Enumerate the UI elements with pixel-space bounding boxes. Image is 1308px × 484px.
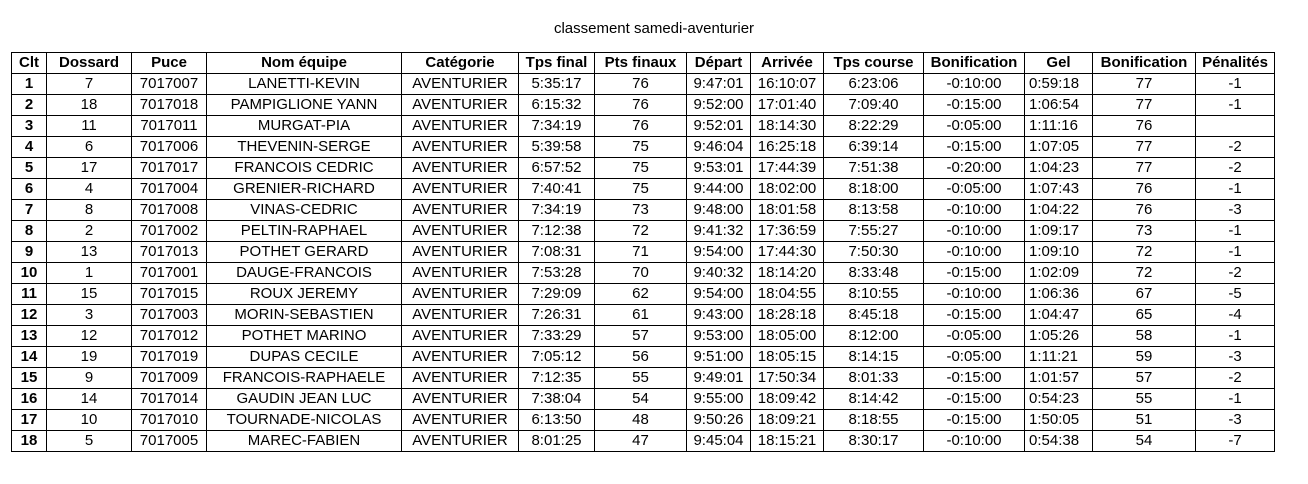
col-categorie-cell: AVENTURIER [402,389,519,410]
col-pts-finaux-cell: 75 [595,179,687,200]
col-bonification-points-cell: 65 [1093,305,1196,326]
col-puce-cell: 7017009 [132,368,207,389]
col-dossard-cell: 13 [47,242,132,263]
col-categorie-header: Catégorie [402,53,519,74]
col-tps-course-cell: 8:18:55 [824,410,924,431]
col-categorie-cell: AVENTURIER [402,284,519,305]
col-arrivee-cell: 17:44:39 [751,158,824,179]
col-categorie-cell: AVENTURIER [402,263,519,284]
col-nom-equipe-cell: DUPAS CECILE [207,347,402,368]
col-pts-finaux-cell: 70 [595,263,687,284]
col-arrivee-cell: 17:44:30 [751,242,824,263]
col-puce-cell: 7017012 [132,326,207,347]
col-depart-cell: 9:55:00 [687,389,751,410]
col-puce-cell: 7017019 [132,347,207,368]
col-tps-course-cell: 8:18:00 [824,179,924,200]
col-penalites-cell: -7 [1196,431,1275,452]
col-dossard-cell: 1 [47,263,132,284]
col-nom-equipe-cell: PELTIN-RAPHAEL [207,221,402,242]
col-bonification-header: Bonification [924,53,1025,74]
table-body [12,74,1275,452]
col-bonification-cell: -0:05:00 [924,347,1025,368]
col-depart-cell: 9:52:01 [687,116,751,137]
col-categorie-cell: AVENTURIER [402,116,519,137]
col-dossard-cell: 8 [47,200,132,221]
col-depart-cell: 9:54:00 [687,284,751,305]
col-puce-cell: 7017007 [132,74,207,95]
col-arrivee-cell: 18:09:42 [751,389,824,410]
col-categorie-cell: AVENTURIER [402,74,519,95]
col-penalites-cell: -2 [1196,158,1275,179]
col-categorie-cell: AVENTURIER [402,431,519,452]
col-dossard-header: Dossard [47,53,132,74]
col-gel-cell: 1:09:10 [1025,242,1093,263]
col-bonification-cell: -0:05:00 [924,326,1025,347]
table-row [12,137,1275,158]
col-clt-cell: 1 [12,74,47,95]
col-gel-header: Gel [1025,53,1093,74]
col-depart-cell: 9:41:32 [687,221,751,242]
col-arrivee-cell: 17:36:59 [751,221,824,242]
col-bonification-points-cell: 77 [1093,137,1196,158]
table-row [12,95,1275,116]
col-pts-finaux-cell: 73 [595,200,687,221]
col-tps-course-cell: 6:23:06 [824,74,924,95]
col-nom-equipe-cell: GAUDIN JEAN LUC [207,389,402,410]
col-tps-course-cell: 7:50:30 [824,242,924,263]
col-gel-cell: 1:07:05 [1025,137,1093,158]
col-penalites-cell: -2 [1196,263,1275,284]
col-clt-cell: 11 [12,284,47,305]
col-clt-cell: 12 [12,305,47,326]
col-gel-cell: 1:04:23 [1025,158,1093,179]
col-dossard-cell: 9 [47,368,132,389]
col-clt-cell: 17 [12,410,47,431]
col-gel-cell: 0:54:23 [1025,389,1093,410]
table-row [12,221,1275,242]
col-pts-finaux-cell: 56 [595,347,687,368]
col-pts-finaux-cell: 75 [595,158,687,179]
table-row [12,284,1275,305]
page-title: classement samedi-aventurier [553,20,755,37]
col-dossard-cell: 14 [47,389,132,410]
table-row [12,242,1275,263]
col-nom-equipe-cell: LANETTI-KEVIN [207,74,402,95]
col-bonification-cell: -0:15:00 [924,263,1025,284]
col-arrivee-cell: 18:14:30 [751,116,824,137]
col-nom-equipe-cell: POTHET GERARD [207,242,402,263]
col-tps-course-cell: 7:55:27 [824,221,924,242]
col-gel-cell: 0:54:38 [1025,431,1093,452]
col-tps-final-cell: 7:12:35 [519,368,595,389]
col-gel-cell: 1:06:36 [1025,284,1093,305]
col-penalites-cell: -2 [1196,137,1275,158]
table-row [12,326,1275,347]
col-tps-course-cell: 8:12:00 [824,326,924,347]
col-categorie-cell: AVENTURIER [402,410,519,431]
col-penalites-cell: -2 [1196,368,1275,389]
col-puce-cell: 7017003 [132,305,207,326]
col-bonification-points-cell: 57 [1093,368,1196,389]
col-depart-cell: 9:53:01 [687,158,751,179]
col-bonification-cell: -0:15:00 [924,389,1025,410]
col-puce-cell: 7017014 [132,389,207,410]
col-dossard-cell: 11 [47,116,132,137]
col-bonification-points-cell: 58 [1093,326,1196,347]
col-categorie-cell: AVENTURIER [402,137,519,158]
col-dossard-cell: 5 [47,431,132,452]
col-bonification-cell: -0:15:00 [924,410,1025,431]
col-depart-cell: 9:51:00 [687,347,751,368]
col-nom-equipe-cell: GRENIER-RICHARD [207,179,402,200]
col-puce-cell: 7017004 [132,179,207,200]
col-arrivee-header: Arrivée [751,53,824,74]
col-arrivee-cell: 16:25:18 [751,137,824,158]
col-bonification-cell: -0:15:00 [924,137,1025,158]
col-tps-course-cell: 8:45:18 [824,305,924,326]
col-tps-final-cell: 6:13:50 [519,410,595,431]
col-arrivee-cell: 18:28:18 [751,305,824,326]
col-nom-equipe-cell: FRANCOIS CEDRIC [207,158,402,179]
col-categorie-cell: AVENTURIER [402,305,519,326]
col-depart-cell: 9:43:00 [687,305,751,326]
col-categorie-cell: AVENTURIER [402,326,519,347]
col-bonification-points-cell: 76 [1093,116,1196,137]
col-penalites-cell: -3 [1196,347,1275,368]
col-puce-cell: 7017001 [132,263,207,284]
col-tps-final-header: Tps final [519,53,595,74]
col-puce-cell: 7017002 [132,221,207,242]
col-dossard-cell: 18 [47,95,132,116]
col-bonification-cell: -0:20:00 [924,158,1025,179]
col-pts-finaux-cell: 47 [595,431,687,452]
col-depart-cell: 9:54:00 [687,242,751,263]
col-penalites-cell: -1 [1196,95,1275,116]
col-pts-finaux-cell: 76 [595,74,687,95]
col-arrivee-cell: 18:01:58 [751,200,824,221]
table-row [12,116,1275,137]
col-tps-course-header: Tps course [824,53,924,74]
col-tps-final-cell: 7:08:31 [519,242,595,263]
col-gel-cell: 1:11:21 [1025,347,1093,368]
col-dossard-cell: 19 [47,347,132,368]
col-pts-finaux-cell: 62 [595,284,687,305]
col-bonification-points-cell: 54 [1093,431,1196,452]
col-tps-final-cell: 7:34:19 [519,200,595,221]
table-row [12,305,1275,326]
col-puce-cell: 7017013 [132,242,207,263]
col-tps-course-cell: 8:14:15 [824,347,924,368]
col-tps-final-cell: 5:35:17 [519,74,595,95]
col-bonification-points-cell: 76 [1093,200,1196,221]
col-tps-final-cell: 7:34:19 [519,116,595,137]
col-dossard-cell: 7 [47,74,132,95]
col-bonification-cell: -0:10:00 [924,284,1025,305]
col-clt-cell: 16 [12,389,47,410]
col-pts-finaux-cell: 54 [595,389,687,410]
col-tps-final-cell: 5:39:58 [519,137,595,158]
table-row [12,74,1275,95]
col-pts-finaux-cell: 76 [595,95,687,116]
col-bonification-cell: -0:10:00 [924,242,1025,263]
col-tps-final-cell: 7:53:28 [519,263,595,284]
col-tps-course-cell: 8:14:42 [824,389,924,410]
col-tps-course-cell: 7:51:38 [824,158,924,179]
col-clt-cell: 15 [12,368,47,389]
col-bonification-points-cell: 73 [1093,221,1196,242]
col-bonification-points-cell: 77 [1093,158,1196,179]
col-bonification-points-cell: 55 [1093,389,1196,410]
col-nom-equipe-cell: DAUGE-FRANCOIS [207,263,402,284]
col-dossard-cell: 17 [47,158,132,179]
col-gel-cell: 1:06:54 [1025,95,1093,116]
col-gel-cell: 1:09:17 [1025,221,1093,242]
col-clt-cell: 9 [12,242,47,263]
table-row [12,158,1275,179]
col-nom-equipe-cell: TOURNADE-NICOLAS [207,410,402,431]
col-clt-cell: 14 [12,347,47,368]
col-nom-equipe-cell: PAMPIGLIONE YANN [207,95,402,116]
col-penalites-cell: -1 [1196,242,1275,263]
table-row [12,410,1275,431]
col-gel-cell: 0:59:18 [1025,74,1093,95]
col-arrivee-cell: 18:14:20 [751,263,824,284]
col-tps-course-cell: 8:10:55 [824,284,924,305]
col-pts-finaux-cell: 76 [595,116,687,137]
col-dossard-cell: 6 [47,137,132,158]
col-puce-cell: 7017010 [132,410,207,431]
col-arrivee-cell: 18:15:21 [751,431,824,452]
col-puce-header: Puce [132,53,207,74]
col-gel-cell: 1:07:43 [1025,179,1093,200]
col-tps-course-cell: 8:01:33 [824,368,924,389]
col-bonification-points-cell: 59 [1093,347,1196,368]
col-pts-finaux-cell: 61 [595,305,687,326]
col-tps-final-cell: 7:38:04 [519,389,595,410]
col-depart-cell: 9:47:01 [687,74,751,95]
col-arrivee-cell: 17:01:40 [751,95,824,116]
col-nom-equipe-cell: MAREC-FABIEN [207,431,402,452]
col-bonification-points-cell: 77 [1093,74,1196,95]
col-clt-cell: 4 [12,137,47,158]
col-arrivee-cell: 18:09:21 [751,410,824,431]
col-dossard-cell: 10 [47,410,132,431]
col-gel-cell: 1:50:05 [1025,410,1093,431]
col-tps-course-cell: 8:13:58 [824,200,924,221]
col-bonification-points-header: Bonification [1093,53,1196,74]
col-dossard-cell: 4 [47,179,132,200]
col-arrivee-cell: 18:05:00 [751,326,824,347]
col-tps-course-cell: 8:30:17 [824,431,924,452]
col-bonification-cell: -0:10:00 [924,200,1025,221]
col-penalites-cell: -3 [1196,200,1275,221]
col-bonification-points-cell: 72 [1093,242,1196,263]
col-depart-cell: 9:46:04 [687,137,751,158]
col-bonification-cell: -0:15:00 [924,95,1025,116]
col-depart-cell: 9:44:00 [687,179,751,200]
col-depart-cell: 9:49:01 [687,368,751,389]
col-tps-final-cell: 8:01:25 [519,431,595,452]
col-depart-cell: 9:45:04 [687,431,751,452]
col-tps-course-cell: 8:22:29 [824,116,924,137]
col-nom-equipe-cell: THEVENIN-SERGE [207,137,402,158]
table-row [12,368,1275,389]
col-tps-final-cell: 7:29:09 [519,284,595,305]
col-tps-course-cell: 6:39:14 [824,137,924,158]
col-bonification-cell: -0:15:00 [924,305,1025,326]
col-puce-cell: 7017008 [132,200,207,221]
col-gel-cell: 1:11:16 [1025,116,1093,137]
col-categorie-cell: AVENTURIER [402,347,519,368]
col-puce-cell: 7017005 [132,431,207,452]
table-row [12,389,1275,410]
col-puce-cell: 7017017 [132,158,207,179]
col-nom-equipe-cell: MORIN-SEBASTIEN [207,305,402,326]
col-pts-finaux-header: Pts finaux [595,53,687,74]
col-gel-cell: 1:02:09 [1025,263,1093,284]
col-puce-cell: 7017018 [132,95,207,116]
col-depart-cell: 9:52:00 [687,95,751,116]
col-nom-equipe-cell: FRANCOIS-RAPHAELE [207,368,402,389]
col-dossard-cell: 15 [47,284,132,305]
col-bonification-cell: -0:10:00 [924,221,1025,242]
table-row [12,431,1275,452]
col-categorie-cell: AVENTURIER [402,158,519,179]
col-tps-course-cell: 8:33:48 [824,263,924,284]
col-nom-equipe-cell: POTHET MARINO [207,326,402,347]
results-table [11,52,1275,452]
col-gel-cell: 1:05:26 [1025,326,1093,347]
col-gel-cell: 1:04:22 [1025,200,1093,221]
col-categorie-cell: AVENTURIER [402,368,519,389]
col-penalites-cell: -1 [1196,179,1275,200]
col-depart-header: Départ [687,53,751,74]
col-clt-cell: 8 [12,221,47,242]
col-bonification-points-cell: 77 [1093,95,1196,116]
col-penalites-cell: -5 [1196,284,1275,305]
col-tps-course-cell: 7:09:40 [824,95,924,116]
col-penalites-cell: -3 [1196,410,1275,431]
col-penalites-cell: -1 [1196,326,1275,347]
col-categorie-cell: AVENTURIER [402,95,519,116]
col-nom-equipe-cell: MURGAT-PIA [207,116,402,137]
col-tps-final-cell: 6:15:32 [519,95,595,116]
col-puce-cell: 7017006 [132,137,207,158]
col-bonification-points-cell: 72 [1093,263,1196,284]
col-arrivee-cell: 17:50:34 [751,368,824,389]
col-clt-cell: 3 [12,116,47,137]
col-bonification-points-cell: 51 [1093,410,1196,431]
table-row [12,179,1275,200]
col-clt-cell: 2 [12,95,47,116]
col-arrivee-cell: 16:10:07 [751,74,824,95]
col-categorie-cell: AVENTURIER [402,179,519,200]
col-tps-final-cell: 7:40:41 [519,179,595,200]
col-arrivee-cell: 18:04:55 [751,284,824,305]
col-pts-finaux-cell: 75 [595,137,687,158]
col-depart-cell: 9:50:26 [687,410,751,431]
table-row [12,347,1275,368]
col-bonification-cell: -0:10:00 [924,74,1025,95]
col-clt-cell: 6 [12,179,47,200]
col-pts-finaux-cell: 71 [595,242,687,263]
col-penalites-cell [1196,116,1275,137]
col-bonification-points-cell: 76 [1093,179,1196,200]
col-clt-header: Clt [12,53,47,74]
col-pts-finaux-cell: 55 [595,368,687,389]
col-arrivee-cell: 18:05:15 [751,347,824,368]
col-bonification-points-cell: 67 [1093,284,1196,305]
col-pts-finaux-cell: 57 [595,326,687,347]
col-clt-cell: 5 [12,158,47,179]
col-clt-cell: 10 [12,263,47,284]
col-clt-cell: 18 [12,431,47,452]
col-tps-final-cell: 6:57:52 [519,158,595,179]
col-penalites-header: Pénalités [1196,53,1275,74]
col-categorie-cell: AVENTURIER [402,242,519,263]
col-depart-cell: 9:48:00 [687,200,751,221]
col-gel-cell: 1:04:47 [1025,305,1093,326]
col-penalites-cell: -4 [1196,305,1275,326]
col-arrivee-cell: 18:02:00 [751,179,824,200]
col-depart-cell: 9:53:00 [687,326,751,347]
col-nom-equipe-cell: ROUX JEREMY [207,284,402,305]
table-row [12,263,1275,284]
col-dossard-cell: 3 [47,305,132,326]
col-bonification-cell: -0:05:00 [924,179,1025,200]
col-puce-cell: 7017015 [132,284,207,305]
col-penalites-cell: -1 [1196,389,1275,410]
col-tps-final-cell: 7:12:38 [519,221,595,242]
col-penalites-cell: -1 [1196,221,1275,242]
col-penalites-cell: -1 [1196,74,1275,95]
col-categorie-cell: AVENTURIER [402,221,519,242]
col-depart-cell: 9:40:32 [687,263,751,284]
col-tps-final-cell: 7:33:29 [519,326,595,347]
col-gel-cell: 1:01:57 [1025,368,1093,389]
col-categorie-cell: AVENTURIER [402,200,519,221]
col-clt-cell: 7 [12,200,47,221]
col-tps-final-cell: 7:26:31 [519,305,595,326]
col-clt-cell: 13 [12,326,47,347]
col-bonification-cell: -0:15:00 [924,368,1025,389]
col-bonification-cell: -0:10:00 [924,431,1025,452]
col-dossard-cell: 12 [47,326,132,347]
col-dossard-cell: 2 [47,221,132,242]
col-nom-equipe-cell: VINAS-CEDRIC [207,200,402,221]
col-tps-final-cell: 7:05:12 [519,347,595,368]
table-row [12,200,1275,221]
col-bonification-cell: -0:05:00 [924,116,1025,137]
col-puce-cell: 7017011 [132,116,207,137]
col-pts-finaux-cell: 72 [595,221,687,242]
col-pts-finaux-cell: 48 [595,410,687,431]
col-nom-equipe-header: Nom équipe [207,53,402,74]
header-row [12,53,1275,74]
